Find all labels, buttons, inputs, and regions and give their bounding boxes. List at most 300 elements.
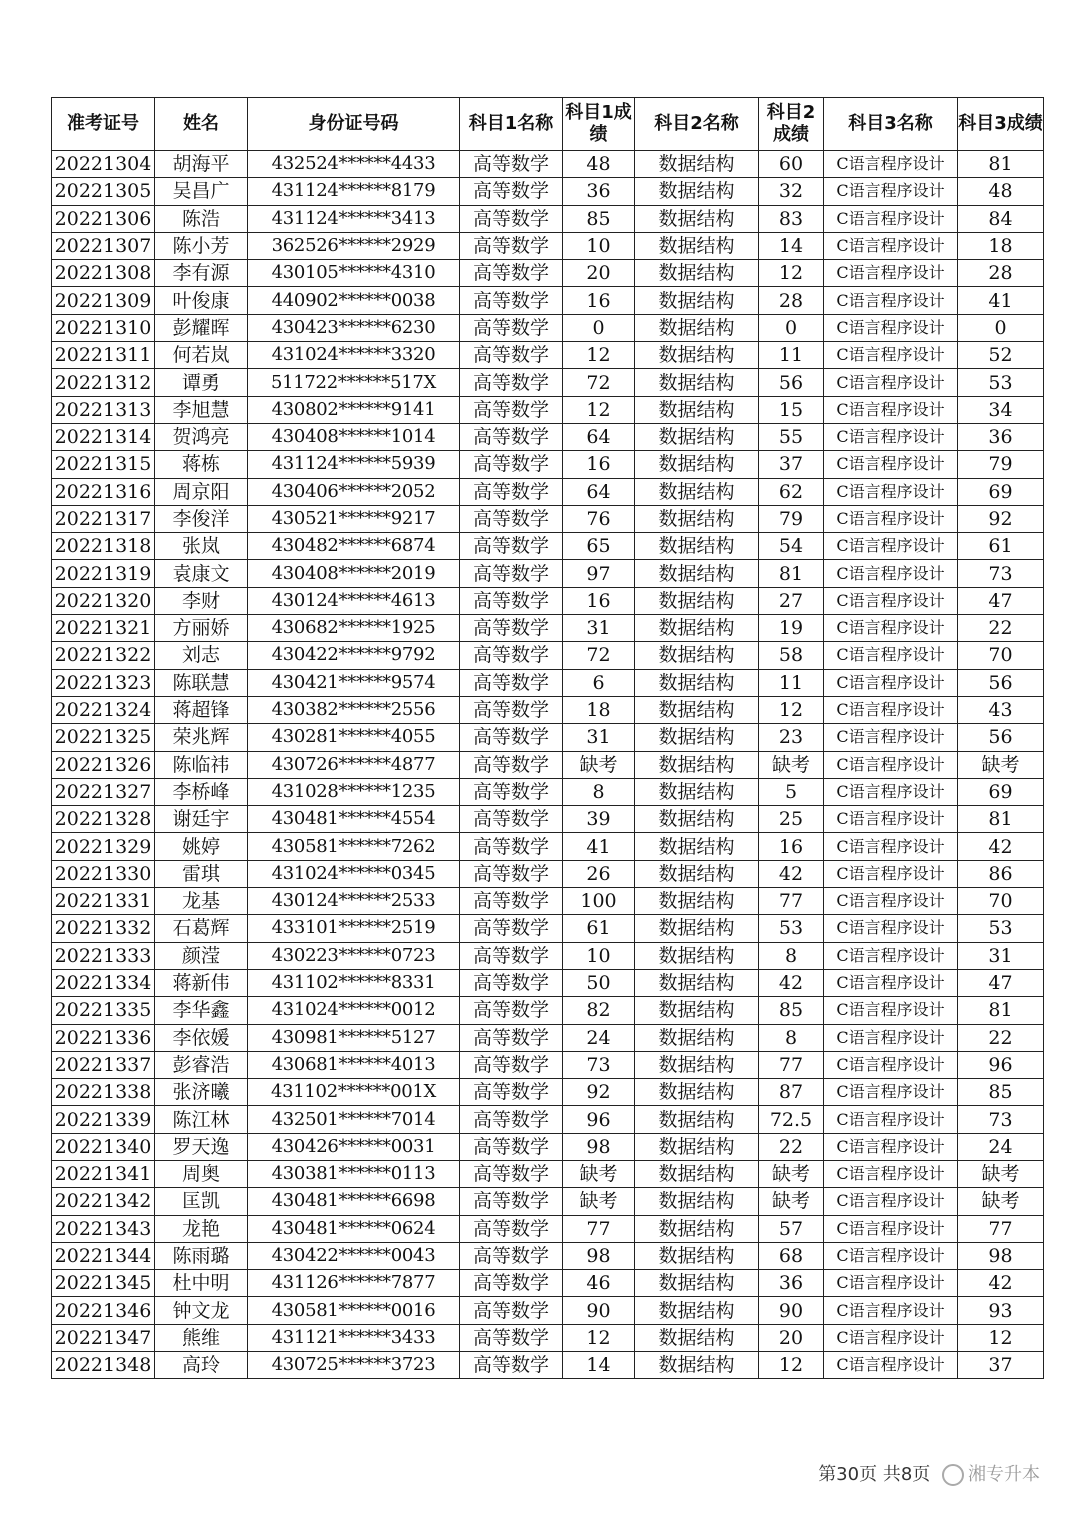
- cell-subject2-score: 68: [759, 1242, 824, 1269]
- cell-subject1-score: 12: [563, 1324, 635, 1351]
- cell-subject2-score: 11: [759, 669, 824, 696]
- cell-id-number: 511722******517X: [248, 369, 460, 396]
- cell-subject3-name: C语言程序设计: [824, 1079, 958, 1106]
- cell-subject3-score: 56: [958, 669, 1044, 696]
- cell-subject2-score: 77: [759, 888, 824, 915]
- cell-id-number: 430521******9217: [248, 505, 460, 532]
- cell-exam-id: 20221327: [52, 778, 155, 805]
- cell-subject1-name: 高等数学: [460, 915, 563, 942]
- cell-id-number: 430481******4554: [248, 806, 460, 833]
- cell-id-number: 431124******8179: [248, 178, 460, 205]
- cell-id-number: 362526******2929: [248, 232, 460, 259]
- cell-subject1-name: 高等数学: [460, 1324, 563, 1351]
- cell-subject1-score: 31: [563, 615, 635, 642]
- cell-name: 彭耀晖: [155, 314, 248, 341]
- table-row: [52, 806, 1044, 833]
- cell-subject1-score: 48: [563, 151, 635, 178]
- cell-subject1-name: 高等数学: [460, 1133, 563, 1160]
- cell-subject2-score: 55: [759, 423, 824, 450]
- cell-id-number: 430422******0043: [248, 1242, 460, 1269]
- cell-id-number: 430422******9792: [248, 642, 460, 669]
- table-row: [52, 1242, 1044, 1269]
- cell-subject3-score: 61: [958, 533, 1044, 560]
- table-row: [52, 533, 1044, 560]
- cell-subject3-score: 31: [958, 942, 1044, 969]
- cell-subject2-name: 数据结构: [635, 1215, 759, 1242]
- cell-exam-id: 20221341: [52, 1160, 155, 1187]
- cell-exam-id: 20221347: [52, 1324, 155, 1351]
- cell-exam-id: 20221316: [52, 478, 155, 505]
- cell-subject2-score: 42: [759, 860, 824, 887]
- cell-subject2-name: 数据结构: [635, 1324, 759, 1351]
- cell-subject2-score: 8: [759, 1024, 824, 1051]
- cell-name: 张济曦: [155, 1079, 248, 1106]
- table-row: [52, 1297, 1044, 1324]
- table-body: [52, 151, 1044, 1379]
- cell-name: 匡凯: [155, 1188, 248, 1215]
- table-row: [52, 696, 1044, 723]
- cell-subject1-name: 高等数学: [460, 642, 563, 669]
- cell-subject2-name: 数据结构: [635, 642, 759, 669]
- cell-exam-id: 20221337: [52, 1051, 155, 1078]
- cell-subject3-score: 28: [958, 260, 1044, 287]
- cell-subject2-name: 数据结构: [635, 1297, 759, 1324]
- cell-subject2-score: 20: [759, 1324, 824, 1351]
- cell-subject3-name: C语言程序设计: [824, 915, 958, 942]
- cell-subject3-score: 69: [958, 478, 1044, 505]
- cell-subject1-score: 39: [563, 806, 635, 833]
- table-row: [52, 151, 1044, 178]
- cell-subject3-score: 98: [958, 1242, 1044, 1269]
- cell-name: 袁康文: [155, 560, 248, 587]
- cell-exam-id: 20221310: [52, 314, 155, 341]
- cell-name: 贺鸿亮: [155, 423, 248, 450]
- cell-name: 高玲: [155, 1352, 248, 1379]
- header-subject3-name: 科目3名称: [824, 98, 958, 151]
- cell-id-number: 430426******0031: [248, 1133, 460, 1160]
- cell-exam-id: 20221305: [52, 178, 155, 205]
- cell-subject1-score: 16: [563, 587, 635, 614]
- table-row: [52, 1270, 1044, 1297]
- cell-subject3-name: C语言程序设计: [824, 778, 958, 805]
- cell-subject1-score: 85: [563, 205, 635, 232]
- cell-id-number: 440902******0038: [248, 287, 460, 314]
- cell-exam-id: 20221324: [52, 696, 155, 723]
- cell-subject2-name: 数据结构: [635, 451, 759, 478]
- cell-subject1-score: 14: [563, 1352, 635, 1379]
- cell-subject3-score: 41: [958, 287, 1044, 314]
- cell-id-number: 430381******0113: [248, 1160, 460, 1187]
- cell-subject2-name: 数据结构: [635, 833, 759, 860]
- cell-subject1-score: 31: [563, 724, 635, 751]
- cell-subject1-score: 缺考: [563, 751, 635, 778]
- cell-name: 陈联慧: [155, 669, 248, 696]
- cell-subject3-score: 18: [958, 232, 1044, 259]
- cell-subject1-score: 90: [563, 1297, 635, 1324]
- cell-id-number: 431102******8331: [248, 969, 460, 996]
- cell-subject2-name: 数据结构: [635, 560, 759, 587]
- cell-subject3-score: 43: [958, 696, 1044, 723]
- cell-subject1-name: 高等数学: [460, 533, 563, 560]
- cell-exam-id: 20221340: [52, 1133, 155, 1160]
- table-row: [52, 260, 1044, 287]
- cell-subject3-score: 22: [958, 1024, 1044, 1051]
- cell-subject3-name: C语言程序设计: [824, 1133, 958, 1160]
- cell-subject1-score: 18: [563, 696, 635, 723]
- cell-exam-id: 20221335: [52, 997, 155, 1024]
- cell-subject1-name: 高等数学: [460, 724, 563, 751]
- cell-subject3-score: 69: [958, 778, 1044, 805]
- cell-exam-id: 20221312: [52, 369, 155, 396]
- cell-subject1-score: 97: [563, 560, 635, 587]
- cell-subject3-score: 37: [958, 1352, 1044, 1379]
- cell-subject2-name: 数据结构: [635, 478, 759, 505]
- cell-subject3-score: 70: [958, 888, 1044, 915]
- table-row: [52, 833, 1044, 860]
- cell-subject1-score: 98: [563, 1242, 635, 1269]
- cell-subject2-score: 79: [759, 505, 824, 532]
- cell-name: 蒋栋: [155, 451, 248, 478]
- cell-subject2-name: 数据结构: [635, 505, 759, 532]
- cell-id-number: 430124******2533: [248, 888, 460, 915]
- table-row: [52, 1188, 1044, 1215]
- cell-name: 钟文龙: [155, 1297, 248, 1324]
- cell-subject2-name: 数据结构: [635, 1024, 759, 1051]
- cell-subject3-name: C语言程序设计: [824, 1352, 958, 1379]
- cell-exam-id: 20221339: [52, 1106, 155, 1133]
- cell-exam-id: 20221306: [52, 205, 155, 232]
- cell-subject2-name: 数据结构: [635, 342, 759, 369]
- cell-subject3-score: 22: [958, 615, 1044, 642]
- cell-subject2-score: 11: [759, 342, 824, 369]
- cell-subject2-score: 87: [759, 1079, 824, 1106]
- cell-subject2-name: 数据结构: [635, 205, 759, 232]
- cell-subject1-name: 高等数学: [460, 232, 563, 259]
- table-row: [52, 1352, 1044, 1379]
- cell-subject2-score: 60: [759, 151, 824, 178]
- cell-subject2-score: 缺考: [759, 1160, 824, 1187]
- wechat-icon: [942, 1464, 964, 1486]
- cell-name: 何若岚: [155, 342, 248, 369]
- cell-name: 石葛辉: [155, 915, 248, 942]
- cell-exam-id: 20221320: [52, 587, 155, 614]
- table-row: [52, 423, 1044, 450]
- cell-subject1-name: 高等数学: [460, 860, 563, 887]
- cell-subject2-score: 缺考: [759, 1188, 824, 1215]
- cell-subject3-score: 77: [958, 1215, 1044, 1242]
- cell-subject3-score: 34: [958, 396, 1044, 423]
- cell-id-number: 430481******6698: [248, 1188, 460, 1215]
- cell-subject1-score: 36: [563, 178, 635, 205]
- cell-subject2-name: 数据结构: [635, 1051, 759, 1078]
- cell-subject3-score: 缺考: [958, 1188, 1044, 1215]
- cell-subject1-name: 高等数学: [460, 151, 563, 178]
- cell-subject3-score: 12: [958, 1324, 1044, 1351]
- cell-exam-id: 20221322: [52, 642, 155, 669]
- cell-subject2-score: 16: [759, 833, 824, 860]
- cell-subject1-name: 高等数学: [460, 560, 563, 587]
- cell-subject3-name: C语言程序设计: [824, 1297, 958, 1324]
- table-row: [52, 587, 1044, 614]
- cell-name: 陈小芳: [155, 232, 248, 259]
- cell-id-number: 430421******9574: [248, 669, 460, 696]
- cell-subject2-name: 数据结构: [635, 587, 759, 614]
- cell-subject3-score: 53: [958, 369, 1044, 396]
- cell-subject2-name: 数据结构: [635, 396, 759, 423]
- cell-subject2-name: 数据结构: [635, 724, 759, 751]
- table-row: [52, 369, 1044, 396]
- cell-subject3-name: C语言程序设计: [824, 369, 958, 396]
- cell-subject2-score: 32: [759, 178, 824, 205]
- table-row: [52, 751, 1044, 778]
- cell-subject3-score: 70: [958, 642, 1044, 669]
- cell-subject1-score: 缺考: [563, 1160, 635, 1187]
- cell-subject1-score: 50: [563, 969, 635, 996]
- cell-subject3-score: 47: [958, 587, 1044, 614]
- cell-subject2-score: 53: [759, 915, 824, 942]
- cell-name: 周京阳: [155, 478, 248, 505]
- cell-subject3-name: C语言程序设计: [824, 287, 958, 314]
- cell-name: 荣兆辉: [155, 724, 248, 751]
- cell-subject1-name: 高等数学: [460, 1215, 563, 1242]
- cell-subject1-score: 16: [563, 287, 635, 314]
- cell-subject2-name: 数据结构: [635, 1188, 759, 1215]
- cell-subject1-score: 10: [563, 942, 635, 969]
- cell-id-number: 430223******0723: [248, 942, 460, 969]
- cell-exam-id: 20221315: [52, 451, 155, 478]
- cell-id-number: 430406******2052: [248, 478, 460, 505]
- cell-subject1-name: 高等数学: [460, 806, 563, 833]
- cell-subject1-name: 高等数学: [460, 205, 563, 232]
- header-subject3-score: 科目3成绩: [958, 98, 1044, 151]
- cell-subject2-score: 56: [759, 369, 824, 396]
- table-row: [52, 232, 1044, 259]
- cell-subject3-score: 56: [958, 724, 1044, 751]
- cell-subject2-name: 数据结构: [635, 423, 759, 450]
- cell-subject3-name: C语言程序设计: [824, 1270, 958, 1297]
- cell-subject3-name: C语言程序设计: [824, 615, 958, 642]
- header-name: 姓名: [155, 98, 248, 151]
- cell-subject2-name: 数据结构: [635, 942, 759, 969]
- cell-id-number: 431024******0345: [248, 860, 460, 887]
- cell-exam-id: 20221311: [52, 342, 155, 369]
- cell-subject2-name: 数据结构: [635, 178, 759, 205]
- cell-exam-id: 20221338: [52, 1079, 155, 1106]
- cell-subject2-score: 57: [759, 1215, 824, 1242]
- cell-exam-id: 20221332: [52, 915, 155, 942]
- cell-subject1-name: 高等数学: [460, 751, 563, 778]
- table-row: [52, 615, 1044, 642]
- table-row: [52, 860, 1044, 887]
- table-row: [52, 314, 1044, 341]
- page-number: 第30页 共8页: [818, 1464, 931, 1485]
- cell-subject2-score: 8: [759, 942, 824, 969]
- cell-subject3-name: C语言程序设计: [824, 1024, 958, 1051]
- cell-subject2-score: 83: [759, 205, 824, 232]
- cell-subject1-score: 缺考: [563, 1188, 635, 1215]
- cell-subject2-name: 数据结构: [635, 260, 759, 287]
- cell-subject2-name: 数据结构: [635, 806, 759, 833]
- table-row: [52, 1079, 1044, 1106]
- cell-exam-id: 20221319: [52, 560, 155, 587]
- cell-subject1-name: 高等数学: [460, 287, 563, 314]
- cell-subject1-name: 高等数学: [460, 1051, 563, 1078]
- cell-name: 李桥峰: [155, 778, 248, 805]
- cell-subject3-name: C语言程序设计: [824, 997, 958, 1024]
- cell-exam-id: 20221331: [52, 888, 155, 915]
- cell-exam-id: 20221336: [52, 1024, 155, 1051]
- cell-subject2-score: 0: [759, 314, 824, 341]
- cell-subject3-score: 73: [958, 560, 1044, 587]
- cell-id-number: 431124******3413: [248, 205, 460, 232]
- cell-subject1-score: 41: [563, 833, 635, 860]
- table-row: [52, 1051, 1044, 1078]
- cell-subject1-score: 20: [563, 260, 635, 287]
- header-id-number: 身份证号码: [248, 98, 460, 151]
- table-row: [52, 1324, 1044, 1351]
- cell-subject2-score: 90: [759, 1297, 824, 1324]
- cell-exam-id: 20221348: [52, 1352, 155, 1379]
- cell-exam-id: 20221329: [52, 833, 155, 860]
- cell-subject1-score: 73: [563, 1051, 635, 1078]
- cell-id-number: 430408******1014: [248, 423, 460, 450]
- cell-subject3-name: C语言程序设计: [824, 314, 958, 341]
- cell-subject1-name: 高等数学: [460, 587, 563, 614]
- table-row: [52, 451, 1044, 478]
- cell-subject1-name: 高等数学: [460, 833, 563, 860]
- cell-subject3-score: 73: [958, 1106, 1044, 1133]
- cell-subject2-score: 54: [759, 533, 824, 560]
- cell-subject3-score: 96: [958, 1051, 1044, 1078]
- cell-subject2-name: 数据结构: [635, 287, 759, 314]
- cell-subject3-name: C语言程序设计: [824, 151, 958, 178]
- cell-subject2-score: 15: [759, 396, 824, 423]
- cell-subject3-name: C语言程序设计: [824, 587, 958, 614]
- cell-subject1-score: 72: [563, 642, 635, 669]
- cell-subject1-name: 高等数学: [460, 1106, 563, 1133]
- header-subject1-name: 科目1名称: [460, 98, 563, 151]
- cell-subject3-name: C语言程序设计: [824, 505, 958, 532]
- cell-subject2-score: 77: [759, 1051, 824, 1078]
- cell-subject3-score: 81: [958, 997, 1044, 1024]
- cell-subject3-name: C语言程序设计: [824, 860, 958, 887]
- cell-subject1-score: 98: [563, 1133, 635, 1160]
- cell-exam-id: 20221309: [52, 287, 155, 314]
- cell-subject3-name: C语言程序设计: [824, 1324, 958, 1351]
- cell-subject2-name: 数据结构: [635, 997, 759, 1024]
- table-row: [52, 1133, 1044, 1160]
- cell-exam-id: 20221318: [52, 533, 155, 560]
- cell-exam-id: 20221343: [52, 1215, 155, 1242]
- cell-subject2-score: 25: [759, 806, 824, 833]
- table-row: [52, 560, 1044, 587]
- cell-id-number: 431126******7877: [248, 1270, 460, 1297]
- cell-subject3-name: C语言程序设计: [824, 969, 958, 996]
- table-row: [52, 778, 1044, 805]
- cell-name: 陈浩: [155, 205, 248, 232]
- cell-subject3-name: C语言程序设计: [824, 451, 958, 478]
- cell-subject2-score: 85: [759, 997, 824, 1024]
- cell-subject2-score: 27: [759, 587, 824, 614]
- table-row: [52, 342, 1044, 369]
- cell-subject2-score: 12: [759, 1352, 824, 1379]
- cell-name: 杜中明: [155, 1270, 248, 1297]
- cell-subject3-score: 48: [958, 178, 1044, 205]
- cell-exam-id: 20221342: [52, 1188, 155, 1215]
- cell-subject1-name: 高等数学: [460, 178, 563, 205]
- cell-name: 姚婷: [155, 833, 248, 860]
- cell-name: 谭勇: [155, 369, 248, 396]
- cell-id-number: 430281******4055: [248, 724, 460, 751]
- cell-subject2-name: 数据结构: [635, 888, 759, 915]
- cell-subject1-name: 高等数学: [460, 669, 563, 696]
- cell-name: 陈雨璐: [155, 1242, 248, 1269]
- cell-subject2-name: 数据结构: [635, 232, 759, 259]
- cell-name: 李有源: [155, 260, 248, 287]
- cell-id-number: 430981******5127: [248, 1024, 460, 1051]
- cell-subject3-name: C语言程序设计: [824, 178, 958, 205]
- cell-subject3-score: 84: [958, 205, 1044, 232]
- cell-subject2-name: 数据结构: [635, 751, 759, 778]
- cell-subject3-score: 47: [958, 969, 1044, 996]
- header-subject2-score: 科目2成绩: [759, 98, 824, 151]
- cell-name: 李旭慧: [155, 396, 248, 423]
- cell-exam-id: 20221334: [52, 969, 155, 996]
- table-row: [52, 178, 1044, 205]
- cell-subject2-name: 数据结构: [635, 533, 759, 560]
- cell-subject2-name: 数据结构: [635, 314, 759, 341]
- cell-subject1-score: 61: [563, 915, 635, 942]
- cell-subject3-name: C语言程序设计: [824, 642, 958, 669]
- cell-name: 李依媛: [155, 1024, 248, 1051]
- cell-id-number: 430726******4877: [248, 751, 460, 778]
- cell-exam-id: 20221323: [52, 669, 155, 696]
- header-subject2-name: 科目2名称: [635, 98, 759, 151]
- cell-id-number: 430725******3723: [248, 1352, 460, 1379]
- cell-subject3-name: C语言程序设计: [824, 696, 958, 723]
- cell-subject1-score: 6: [563, 669, 635, 696]
- cell-subject1-name: 高等数学: [460, 615, 563, 642]
- cell-subject3-name: C语言程序设计: [824, 806, 958, 833]
- table-row: [52, 669, 1044, 696]
- cell-subject1-score: 8: [563, 778, 635, 805]
- cell-subject1-score: 24: [563, 1024, 635, 1051]
- cell-subject3-score: 81: [958, 151, 1044, 178]
- cell-subject1-name: 高等数学: [460, 1024, 563, 1051]
- cell-subject1-name: 高等数学: [460, 314, 563, 341]
- cell-subject1-score: 92: [563, 1079, 635, 1106]
- cell-id-number: 432501******7014: [248, 1106, 460, 1133]
- cell-subject1-score: 76: [563, 505, 635, 532]
- cell-subject2-name: 数据结构: [635, 1352, 759, 1379]
- cell-subject3-name: C语言程序设计: [824, 478, 958, 505]
- cell-subject1-score: 46: [563, 1270, 635, 1297]
- cell-subject1-name: 高等数学: [460, 1297, 563, 1324]
- cell-subject1-name: 高等数学: [460, 260, 563, 287]
- cell-id-number: 431024******0012: [248, 997, 460, 1024]
- cell-subject3-name: C语言程序设计: [824, 260, 958, 287]
- cell-subject3-score: 86: [958, 860, 1044, 887]
- cell-subject1-name: 高等数学: [460, 1270, 563, 1297]
- cell-id-number: 430482******6874: [248, 533, 460, 560]
- cell-subject2-name: 数据结构: [635, 369, 759, 396]
- cell-subject3-name: C语言程序设计: [824, 1160, 958, 1187]
- cell-name: 刘志: [155, 642, 248, 669]
- cell-subject2-name: 数据结构: [635, 915, 759, 942]
- table-row: [52, 1215, 1044, 1242]
- cell-subject3-score: 79: [958, 451, 1044, 478]
- cell-name: 龙艳: [155, 1215, 248, 1242]
